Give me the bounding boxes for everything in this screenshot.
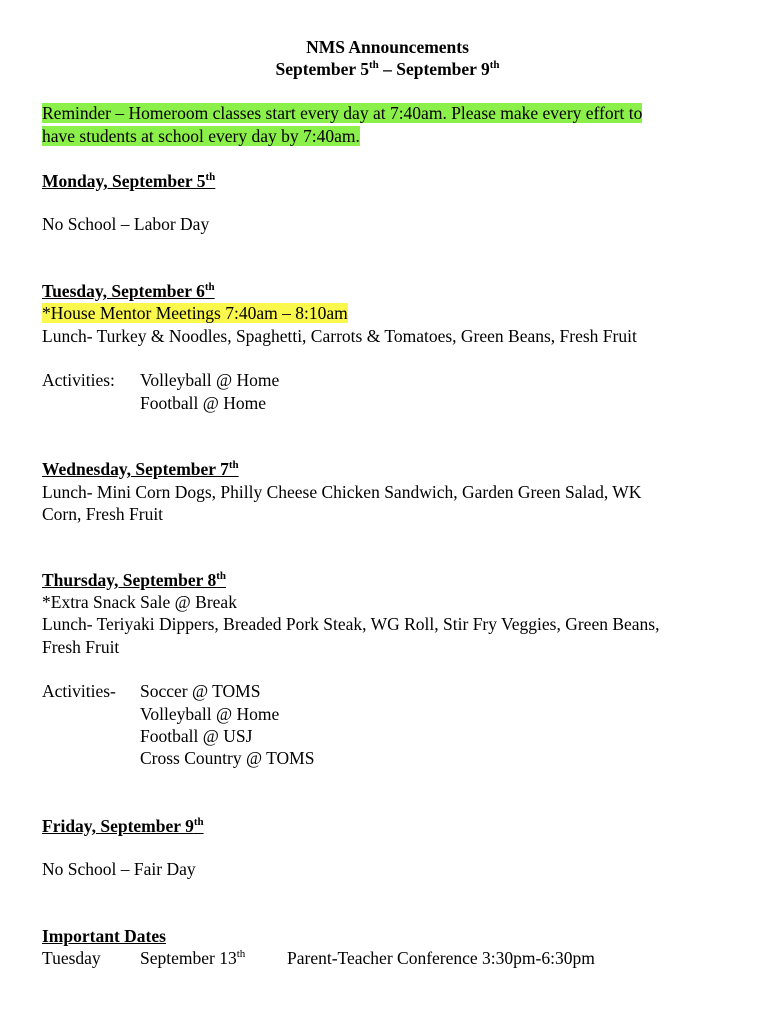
reminder-text-2: have students at school every day by 7:40am. [42,126,360,146]
wednesday-lunch-2: Corn, Fresh Fruit [42,504,164,524]
thursday-activity-3: Football @ USJ [140,726,253,746]
tuesday-activities-label: Activities: [42,370,115,390]
important-event: Parent-Teacher Conference 3:30pm-6:30pm [287,948,595,968]
date-start: September 5 [275,59,369,79]
important-date-sup: th [236,948,246,961]
thursday-lunch-1: Lunch- Teriyaki Dippers, Breaded Pork Steak, WG Roll, Stir Fry Veggies, Green Beans, [42,614,660,634]
monday-heading-text: Monday, September 5 [42,171,206,191]
date-start-sup: th [368,59,379,72]
date-end-sup: th [489,59,500,72]
thursday-activity-1: Soccer @ TOMS [140,681,261,701]
page-title [0,36,775,59]
important-day: Tuesday [42,948,101,968]
reminder-line-1 [42,102,642,125]
wednesday-heading-text: Wednesday, September 7 [42,459,229,479]
date-end: September 9 [396,59,490,79]
thursday-note: *Extra Snack Sale @ Break [42,592,237,612]
date-range [0,58,775,81]
monday-heading [42,170,215,193]
tuesday-heading [42,280,215,303]
friday-text: No School – Fair Day [42,859,196,879]
reminder-line-2 [42,125,360,148]
thursday-heading-text: Thursday, September 8 [42,570,217,590]
tuesday-heading-text: Tuesday, September 6 [42,281,205,301]
wednesday-heading [42,458,239,481]
tuesday-heading-sup: th [204,281,215,294]
title-text: NMS Announcements [306,37,469,57]
important-dates-heading: Important Dates [42,926,166,946]
tuesday-activity-1: Volleyball @ Home [140,370,280,390]
tuesday-lunch: Lunch- Turkey & Noodles, Spaghetti, Carrots & Tomatoes, Green Beans, Fresh Fruit [42,326,637,346]
friday-heading [42,815,204,838]
thursday-activity-4: Cross Country @ TOMS [140,748,315,768]
thursday-activities-label: Activities- [42,681,116,701]
date-separator: – [378,59,397,79]
house-mentor-text: *House Mentor Meetings 7:40am – 8:10am [42,303,348,323]
wednesday-lunch-1: Lunch- Mini Corn Dogs, Philly Cheese Chicken Sandwich, Garden Green Salad, WK [42,482,642,502]
important-date-text: September 13 [140,948,237,968]
friday-heading-text: Friday, September 9 [42,816,194,836]
reminder-text-1: Reminder – Homeroom classes start every day at 7:40am. Please make every effort to [42,103,643,123]
wednesday-heading-sup: th [228,459,239,472]
thursday-activity-2: Volleyball @ Home [140,704,280,724]
monday-text: No School – Labor Day [42,214,210,234]
tuesday-activity-2: Football @ Home [140,393,266,413]
thursday-heading-sup: th [216,570,226,583]
tuesday-highlight [42,302,348,325]
thursday-lunch-2: Fresh Fruit [42,637,120,657]
important-date [140,947,245,970]
thursday-heading [42,569,226,592]
monday-heading-sup: th [205,171,216,184]
friday-heading-sup: th [193,816,204,829]
